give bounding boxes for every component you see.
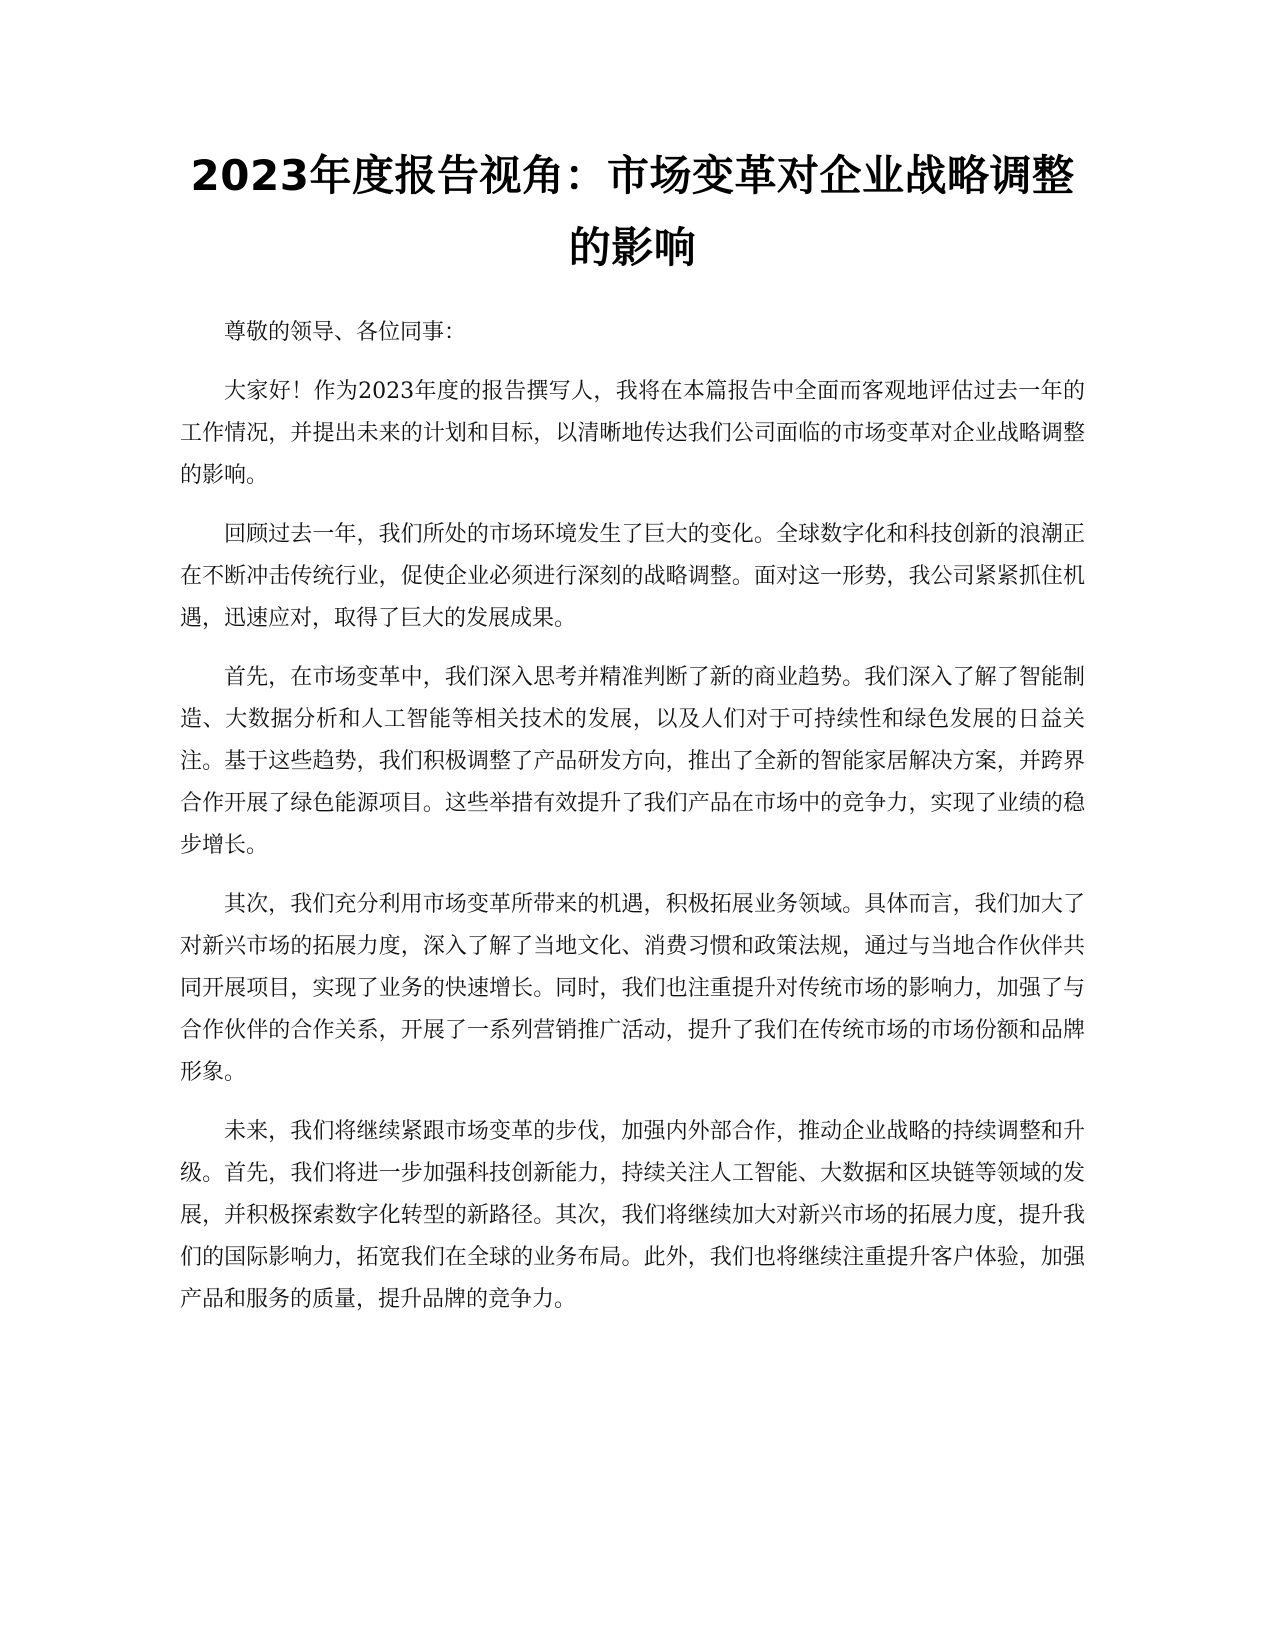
salutation-paragraph: 尊敬的领导、各位同事： <box>224 320 467 345</box>
first-point-paragraph: 首先，在市场变革中，我们深入思考并精准判断了新的商业趋势。我们深入了解了智能制造、大数据分析和人工智能等相关技术的发展，以及人们对于可持续性和绿色发展的日益关注。基于这些趋势，我们积极调整了产品研发方向，推出了全新的智能家居解决方案，并跨界合作开展了绿色能源项目。这些举措有效提升了我们产品在市场中的竞争力，实现了业绩的稳步增长。 <box>180 665 1085 858</box>
document-title: 2023年度报告视角：市场变革对企业战略调整的影响 <box>190 151 1075 272</box>
document-page <box>180 140 1085 1338</box>
review-paragraph: 回顾过去一年，我们所处的市场环境发生了巨大的变化。全球数字化和科技创新的浪潮正在不断冲击传统行业，促使企业必须进行深刻的战略调整。面对这一形势，我公司紧紧抓住机遇，迅速应对，取得了巨大的发展成果。 <box>180 522 1085 631</box>
intro-paragraph: 大家好！作为2023年度的报告撰写人，我将在本篇报告中全面而客观地评估过去一年的工作情况，并提出未来的计划和目标，以清晰地传达我们公司面临的市场变革对企业战略调整的影响。 <box>180 379 1085 488</box>
future-plan-paragraph: 未来，我们将继续紧跟市场变革的步伐，加强内外部合作，推动企业战略的持续调整和升级。首先，我们将进一步加强科技创新能力，持续关注人工智能、大数据和区块链等领域的发展，并积极探索数字化转型的新路径。其次，我们将继续加大对新兴市场的拓展力度，提升我们的国际影响力，拓宽我们在全球的业务布局。此外，我们也将继续注重提升客户体验，加强产品和服务的质量，提升品牌的竞争力。 <box>180 1119 1085 1312</box>
second-point-paragraph: 其次，我们充分利用市场变革所带来的机遇，积极拓展业务领域。具体而言，我们加大了对新兴市场的拓展力度，深入了解了当地文化、消费习惯和政策法规，通过与当地合作伙伴共同开展项目，实现了业务的快速增长。同时，我们也注重提升对传统市场的影响力，加强了与合作伙伴的合作关系，开展了一系列营销推广活动，提升了我们在传统市场的市场份额和品牌形象。 <box>180 892 1085 1085</box>
